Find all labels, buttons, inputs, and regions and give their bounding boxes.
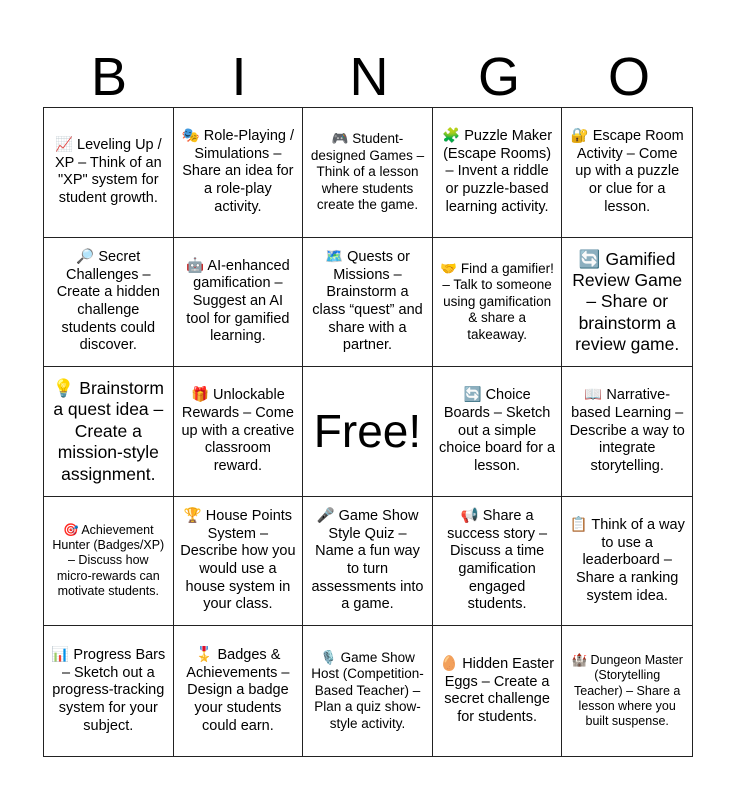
- cell-text: 🔄 Gamified Review Game – Share or brainstorm a review game.: [572, 248, 683, 354]
- cell-text: 🎖️ Badges & Achievements – Design a badge your students could earn.: [186, 646, 290, 734]
- free-space-label: Free!: [313, 405, 422, 458]
- bingo-cell[interactable]: [562, 108, 692, 238]
- bingo-cell[interactable]: [433, 108, 563, 238]
- bingo-cell[interactable]: [433, 238, 563, 368]
- cell-text: 🗺️ Quests or Missions – Brainstorm a class “quest” and share with a partner.: [312, 248, 423, 354]
- bingo-cell[interactable]: [562, 497, 692, 627]
- bingo-cell[interactable]: [433, 367, 563, 497]
- bingo-cell[interactable]: [562, 367, 692, 497]
- cell-text: 🤖 AI-enhanced gamification – Suggest an AI tool for gamified learning.: [186, 257, 290, 345]
- bingo-cell[interactable]: [562, 626, 692, 756]
- bingo-cell[interactable]: [303, 108, 433, 238]
- cell-text: 🎤 Game Show Style Quiz – Name a fun way to turn assessments into a game.: [311, 508, 424, 613]
- cell-text: 🔄 Choice Boards – Sketch out a simple choice board for a lesson.: [439, 387, 556, 475]
- bingo-cell[interactable]: [44, 238, 174, 368]
- bingo-cell[interactable]: [44, 626, 174, 756]
- bingo-cell[interactable]: [433, 626, 563, 756]
- cell-text: 📊 Progress Bars – Sketch out a progress-tracking system for your subject.: [51, 646, 166, 734]
- cell-text: 🎮 Student-designed Games – Think of a lesson where students create the game.: [310, 131, 425, 212]
- bingo-cell[interactable]: [44, 108, 174, 238]
- cell-text: 📋 Think of a way to use a leaderboard – Share a ranking system idea.: [569, 516, 685, 604]
- cell-text: 🥚 Hidden Easter Eggs – Create a secret challenge for students.: [440, 655, 555, 725]
- free-space-cell[interactable]: [303, 367, 433, 497]
- cell-text: 📢 Share a success story – Discuss a time gamification engaged students.: [447, 508, 548, 613]
- cell-text: 🔐 Escape Room Activity – Come up with a puzzle or clue for a lesson.: [570, 128, 684, 215]
- bingo-cell[interactable]: [303, 497, 433, 627]
- header-letter-g: G: [477, 47, 520, 107]
- bingo-cell[interactable]: [44, 367, 174, 497]
- cell-text: 🤝 Find a gamifier! – Talk to someone using gamification & share a takeaway.: [440, 260, 554, 342]
- header-letter-o: O: [607, 47, 650, 107]
- cell-text: 🏰 Dungeon Master (Storytelling Teacher) – Share a lesson where you built suspense.: [571, 653, 683, 729]
- cell-text: 🎙️ Game Show Host (Competition-Based Teacher) – Plan a quiz show-style activity.: [311, 650, 424, 731]
- cell-text: 🎭 Role-Playing / Simulations – Share an idea for a role-play activity.: [181, 128, 295, 215]
- cell-text: 🎁 Unlockable Rewards – Come up with a creative classroom reward.: [181, 387, 295, 475]
- cell-text: 📖 Narrative-based Learning – Describe a way to integrate storytelling.: [569, 387, 685, 475]
- cell-text: 💡 Brainstorm a quest idea – Create a mission-style assignment.: [52, 378, 164, 484]
- bingo-cell[interactable]: [303, 238, 433, 368]
- bingo-cell[interactable]: [174, 367, 304, 497]
- bingo-cell[interactable]: [433, 497, 563, 627]
- bingo-header: [44, 46, 694, 108]
- cell-text: 🎯 Achievement Hunter (Badges/XP) – Discuss how micro-rewards can motivate students.: [52, 522, 165, 598]
- bingo-cell[interactable]: [174, 626, 304, 756]
- bingo-cell[interactable]: [174, 238, 304, 368]
- bingo-cell[interactable]: [562, 238, 692, 368]
- cell-text: 🧩 Puzzle Maker (Escape Rooms) – Invent a riddle or puzzle-based learning activity.: [442, 128, 553, 215]
- header-letter-n: N: [349, 47, 389, 107]
- cell-text: 🏆 House Points System – Describe how you would use a house system in your class.: [180, 508, 296, 613]
- bingo-cell[interactable]: [303, 626, 433, 756]
- bingo-cell[interactable]: [174, 497, 304, 627]
- header-letter-i: I: [231, 47, 247, 107]
- bingo-grid: [43, 107, 693, 757]
- cell-text: 📈 Leveling Up / XP – Think of an "XP" system for student growth.: [54, 136, 162, 206]
- header-letter-b: B: [90, 47, 128, 107]
- bingo-cell[interactable]: [174, 108, 304, 238]
- bingo-cell[interactable]: [44, 497, 174, 627]
- cell-text: 🔎 Secret Challenges – Create a hidden challenge students could discover.: [56, 248, 160, 354]
